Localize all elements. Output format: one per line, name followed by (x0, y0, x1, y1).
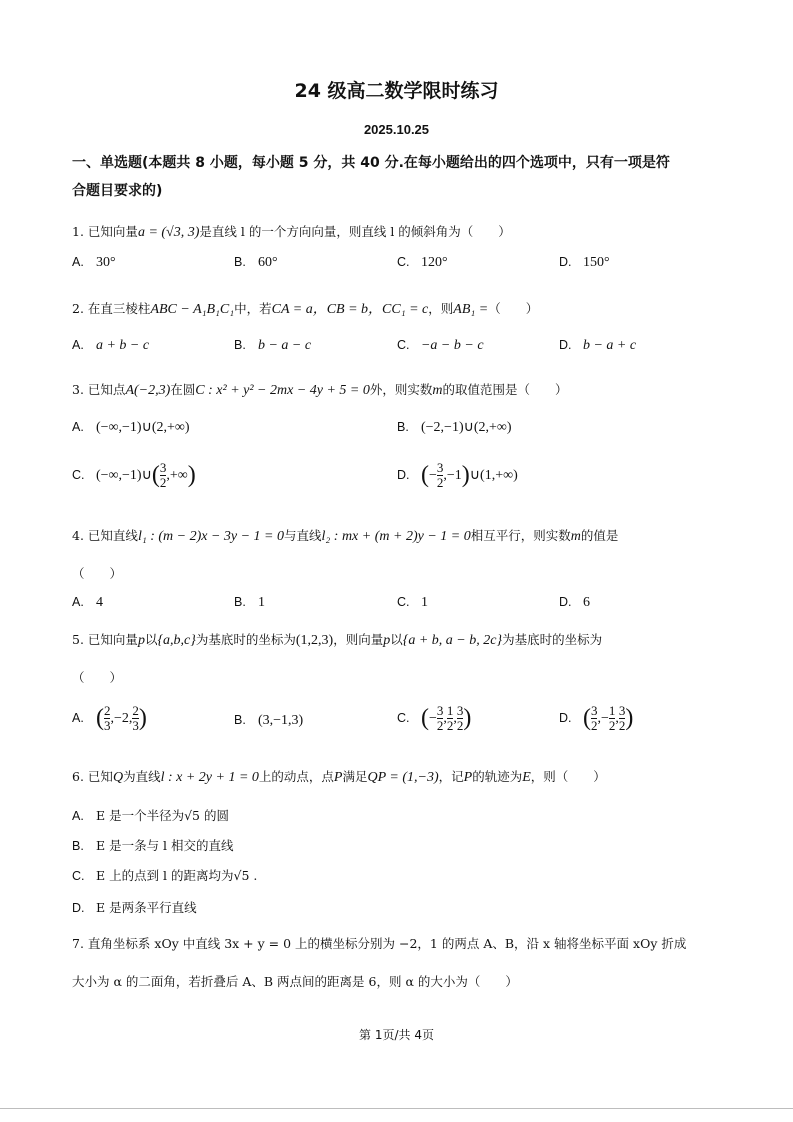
q4-option-a[interactable]: A. 4 (72, 595, 103, 610)
question-1: 1. 已知向量a = (√3, 3)是直线 l 的一个方向向量，则直线 l 的倾斜角为（ ） (72, 224, 511, 240)
section-heading-line1: 一、单选题(本题共 8 小题，每小题 5 分，共 40 分.在每小题给出的四个选项中，只有一项是符 (72, 155, 670, 171)
q5-option-c[interactable]: C. (− $\frac{3}{2}$ , $\frac{1}{2}$ , $\frac{3}{2}$ ) (397, 703, 472, 733)
q5-option-a[interactable]: A. ( $\frac{2}{3}$ ,−2, $\frac{2}{3}$ ) (72, 703, 147, 733)
q1-option-d[interactable]: D. 150° (559, 255, 610, 270)
q4-option-c[interactable]: C. 1 (397, 595, 428, 610)
q5-option-d[interactable]: D. ( $\frac{3}{2}$ ,− $\frac{1}{2}$ , $\frac{3}{2}$ ) (559, 703, 634, 733)
q4-option-b[interactable]: B. 1 (234, 595, 265, 610)
q3-option-b[interactable]: B. (−2,−1)∪(2,+∞) (397, 420, 512, 435)
q1-option-c[interactable]: C. 120° (397, 255, 448, 270)
q1-vector: a = (√3, 3) (137, 225, 200, 240)
q4-option-d[interactable]: D. 6 (559, 595, 590, 610)
q3-option-d[interactable]: D. (− $\frac{3}{2}$ ,−1)∪(1,+∞) (397, 460, 518, 490)
section-heading-line2: 合题目要求的) (72, 183, 163, 199)
q6-option-b[interactable]: B. E 是一条与 l 相交的直线 (72, 838, 234, 853)
q4-paren: （ ） (72, 566, 123, 581)
q5-paren: （ ） (72, 670, 123, 685)
question-6: 6. 已知Q为直线l : x + 2y + 1 = 0上的动点，点P满足QP = (1,−3)，记P的轨迹为E，则（ ） (72, 769, 606, 785)
q5-option-b[interactable]: B. (3,−1,3) (234, 713, 304, 728)
q6-option-c[interactable]: C. E 上的点到 l 的距离均为√5 . (72, 868, 258, 883)
q2-option-c[interactable]: C. −a − b − c (397, 338, 484, 353)
q6-option-a[interactable]: A. E 是一个半径为√5 的圆 (72, 808, 229, 823)
q3-option-c[interactable]: C. (−∞,−1)∪( $\frac{3}{2}$ ,+∞) (72, 460, 196, 490)
q2-option-b[interactable]: B. b − a − c (234, 338, 312, 353)
q1-option-b[interactable]: B. 60° (234, 255, 278, 270)
q6-option-d[interactable]: D. E 是两条平行直线 (72, 900, 197, 915)
page-footer: 第 1页/共 4页 (359, 1028, 434, 1042)
exam-date: 2025.10.25 (363, 122, 430, 137)
page-title: 24 级高二数学限时练习 (294, 80, 499, 102)
bottom-divider (0, 1108, 793, 1109)
question-2: 2. 在直三棱柱ABC − A₁B₁C₁中，若CA = a，CB = b，CC₁ = c，则AB₁ =（ ） (72, 301, 539, 317)
question-3: 3. 已知点A(−2,3)在圆C : x² + y² − 2mx − 4y + 5 = 0外，则实数m的取值范围是（ ） (72, 382, 568, 398)
question-7-line2: 大小为 α 的二面角，若折叠后 A、B 两点间的距离是 6，则 α 的大小为（ ） (72, 974, 518, 989)
q2-option-a[interactable]: A. a + b − c (72, 338, 150, 353)
q1-option-a[interactable]: A. 30° (72, 255, 116, 270)
question-5: 5. 已知向量p以{a,b,c}为基底时的坐标为(1,2,3)，则向量p以{a + b, a − b, 2c}为基底时的坐标为 (72, 632, 603, 648)
question-7: 7. 直角坐标系 xOy 中直线 3x + y = 0 上的横坐标分别为 −2，1 的两点 A、B，沿 x 轴将坐标平面 xOy 折成 (72, 936, 687, 951)
q3-option-a[interactable]: A. (−∞,−1)∪(2,+∞) (72, 420, 190, 435)
question-4: 4. 已知直线l₁ : (m − 2)x − 3y − 1 = 0与直线l₂ : mx + (m + 2)y − 1 = 0相互平行，则实数m的值是 (72, 528, 619, 544)
q2-option-d[interactable]: D. b − a + c (559, 338, 637, 353)
